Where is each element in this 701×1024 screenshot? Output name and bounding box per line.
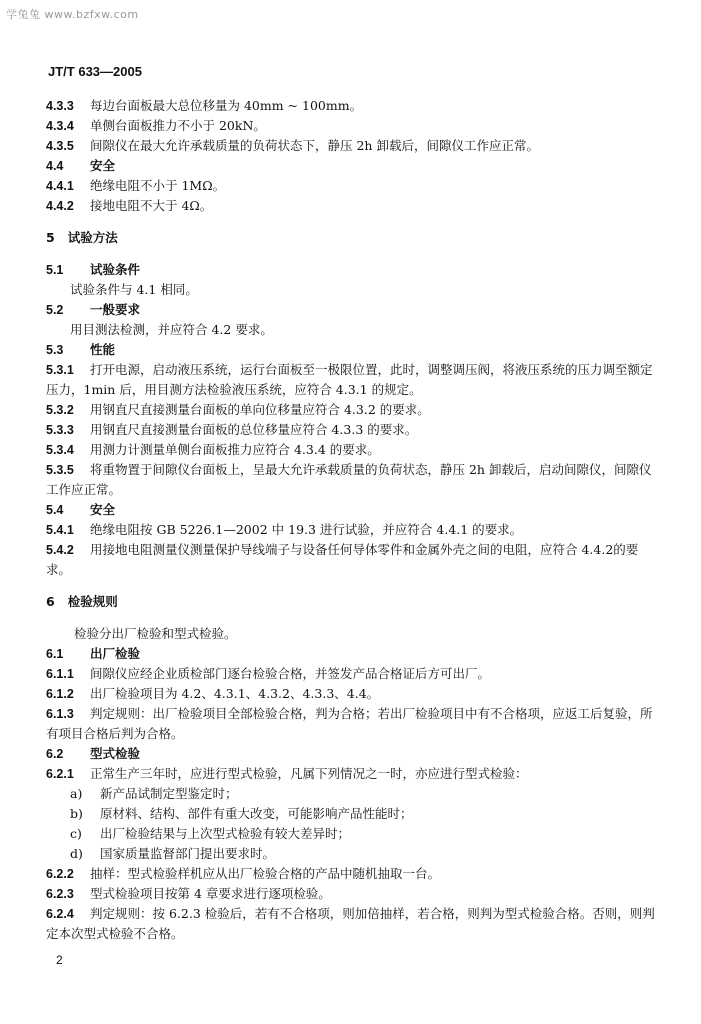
clause-title: 出厂检验 <box>90 646 141 661</box>
clause-number: 4.3.5 <box>46 139 74 153</box>
clause-title: 一般要求 <box>90 302 141 317</box>
clause-title: 安全 <box>90 158 116 173</box>
list-item-b <box>46 804 660 824</box>
clause-number: 5.3.3 <box>46 423 74 437</box>
clause-text: 间隙仪在最大允许承载质量的负荷状态下，静压 2h 卸载后，间隙仪工作应正常。 <box>90 138 539 153</box>
clause-6-2-4 <box>46 904 660 944</box>
clause-number: 6.1.2 <box>46 687 74 701</box>
clause-4-4 <box>46 156 660 176</box>
list-item-a <box>46 784 660 804</box>
clause-title: 性能 <box>90 342 116 357</box>
clause-text: 用测力计测量单侧台面板推力应符合 4.3.4 的要求。 <box>90 442 380 457</box>
clause-4-4-1 <box>46 176 660 196</box>
clause-6-1-3 <box>46 704 660 744</box>
list-text: 原材料、结构、部件有重大改变，可能影响产品性能时； <box>100 806 413 821</box>
clause-number: 4.4.1 <box>46 179 74 193</box>
clause-number: 6.1.1 <box>46 667 74 681</box>
clause-number: 5.4.2 <box>46 543 74 557</box>
clause-number: 5.4 <box>46 503 64 517</box>
clause-number: 5.3.2 <box>46 403 74 417</box>
clause-title: 试验条件 <box>90 262 141 277</box>
section-6-heading <box>46 592 660 612</box>
clause-text: 出厂检验项目为 4.2、4.3.1、4.3.2、4.3.3、4.4。 <box>90 686 380 701</box>
clause-number: 5.2 <box>46 303 64 317</box>
clause-title: 型式检验 <box>90 746 141 761</box>
clause-text: 绝缘电阻按 GB 5226.1—2002 中 19.3 进行试验，并应符合 4.4.1 的要求。 <box>90 522 523 537</box>
clause-number: 5.3 <box>46 343 64 357</box>
clause-text: 间隙仪应经企业质检部门逐台检验合格，并签发产品合格证后方可出厂。 <box>90 666 491 681</box>
clause-text: 用钢直尺直接测量台面板的总位移量应符合 4.3.3 的要求。 <box>90 422 418 437</box>
list-label: d) <box>70 846 83 861</box>
list-item-c <box>46 824 660 844</box>
clause-text: 判定规则：按 6.2.3 检验后，若有不合格项，则加倍抽样，若合格，则判为型式检验合格。否则，则判定本次型式检验不合格。 <box>46 906 655 941</box>
clause-6-2-1 <box>46 764 660 784</box>
section-6-intro: 检验分出厂检验和型式检验。 <box>74 626 237 641</box>
clause-6-2-3 <box>46 884 660 904</box>
clause-6-2-2 <box>46 864 660 884</box>
clause-4-3-3 <box>46 96 660 116</box>
clause-text: 每边台面板最大总位移量为 40mm ~ 100mm。 <box>90 98 363 113</box>
clause-number: 5.1 <box>46 263 64 277</box>
list-item-d <box>46 844 660 864</box>
clause-number: 6.2.3 <box>46 887 74 901</box>
page-number: 2 <box>56 953 63 967</box>
clause-text: 判定规则：出厂检验项目全部检验合格，判为合格；若出厂检验项目中有不合格项，应返工后复验，所有项目合格后判为合格。 <box>46 706 653 741</box>
clause-number: 4.4.2 <box>46 199 74 213</box>
clause-number: 6.2.1 <box>46 767 74 781</box>
section-title: 试验方法 <box>67 230 118 245</box>
clause-text: 用钢直尺直接测量台面板的单向位移量应符合 4.3.2 的要求。 <box>90 402 430 417</box>
clause-5-1-text: 试验条件与 4.1 相同。 <box>70 282 198 297</box>
clause-5-3 <box>46 340 660 360</box>
clause-number: 4.4 <box>46 159 64 173</box>
list-text: 出厂检验结果与上次型式检验有较大差异时； <box>100 826 351 841</box>
clause-text: 抽样：型式检验样机应从出厂检验合格的产品中随机抽取一台。 <box>90 866 441 881</box>
list-label: b) <box>70 806 83 821</box>
clause-5-3-5 <box>46 460 660 500</box>
list-label: a) <box>70 786 83 801</box>
clause-text: 将重物置于间隙仪台面板上，呈最大允许承载质量的负荷状态，静压 2h 卸载后，启动间隙仪，间隙仪工作应正常。 <box>46 462 652 497</box>
clause-6-1-2 <box>46 684 660 704</box>
clause-number: 6.2.2 <box>46 867 74 881</box>
document-body <box>46 96 660 944</box>
clause-number: 5.3.1 <box>46 363 74 377</box>
section-5-heading <box>46 228 660 248</box>
clause-5-2 <box>46 300 660 320</box>
clause-5-4 <box>46 500 660 520</box>
clause-5-1 <box>46 260 660 280</box>
clause-5-2-text: 用目测法检测，并应符合 4.2 要求。 <box>70 322 273 337</box>
clause-title: 安全 <box>90 502 116 517</box>
clause-text: 正常生产三年时，应进行型式检验，凡属下列情况之一时，亦应进行型式检验： <box>90 766 528 781</box>
clause-4-3-5 <box>46 136 660 156</box>
clause-text: 型式检验项目按第 4 章要求进行逐项检验。 <box>90 886 331 901</box>
standard-number: JT/T 633—2005 <box>48 64 142 79</box>
clause-5-3-1 <box>46 360 660 400</box>
clause-text: 绝缘电阻不小于 1MΩ。 <box>90 178 226 193</box>
clause-6-1 <box>46 644 660 664</box>
clause-5-4-1 <box>46 520 660 540</box>
list-text: 新产品试制定型鉴定时； <box>100 786 238 801</box>
section-number: 6 <box>46 594 55 609</box>
section-title: 检验规则 <box>67 594 118 609</box>
list-label: c) <box>70 826 82 841</box>
clause-4-3-4 <box>46 116 660 136</box>
list-text: 国家质量监督部门提出要求时。 <box>100 846 276 861</box>
clause-number: 6.1.3 <box>46 707 74 721</box>
clause-5-4-2 <box>46 540 660 580</box>
watermark: 学兔兔 www.bzfxw.com <box>6 8 139 21</box>
clause-5-3-3 <box>46 420 660 440</box>
clause-number: 6.2.4 <box>46 907 74 921</box>
clause-number: 5.4.1 <box>46 523 74 537</box>
clause-number: 4.3.3 <box>46 99 74 113</box>
clause-6-1-1 <box>46 664 660 684</box>
clause-text: 单侧台面板推力不小于 20kN。 <box>90 118 266 133</box>
clause-number: 6.2 <box>46 747 64 761</box>
section-number: 5 <box>46 230 55 245</box>
clause-5-3-2 <box>46 400 660 420</box>
clause-number: 6.1 <box>46 647 64 661</box>
clause-text: 接地电阻不大于 4Ω。 <box>90 198 213 213</box>
clause-text: 打开电源，启动液压系统，运行台面板至一极限位置，此时，调整调压阀，将液压系统的压力调至额定压力，1min 后，用目测方法检验液压系统，应符合 4.3.1 的规定。 <box>46 362 653 397</box>
clause-4-4-2 <box>46 196 660 216</box>
clause-5-3-4 <box>46 440 660 460</box>
clause-text: 用接地电阻测量仪测量保护导线端子与设备任何导体零件和金属外壳之间的电阻，应符合 4.4.2的要求。 <box>46 542 639 577</box>
clause-number: 5.3.5 <box>46 463 74 477</box>
clause-6-2 <box>46 744 660 764</box>
clause-number: 4.3.4 <box>46 119 74 133</box>
clause-number: 5.3.4 <box>46 443 74 457</box>
